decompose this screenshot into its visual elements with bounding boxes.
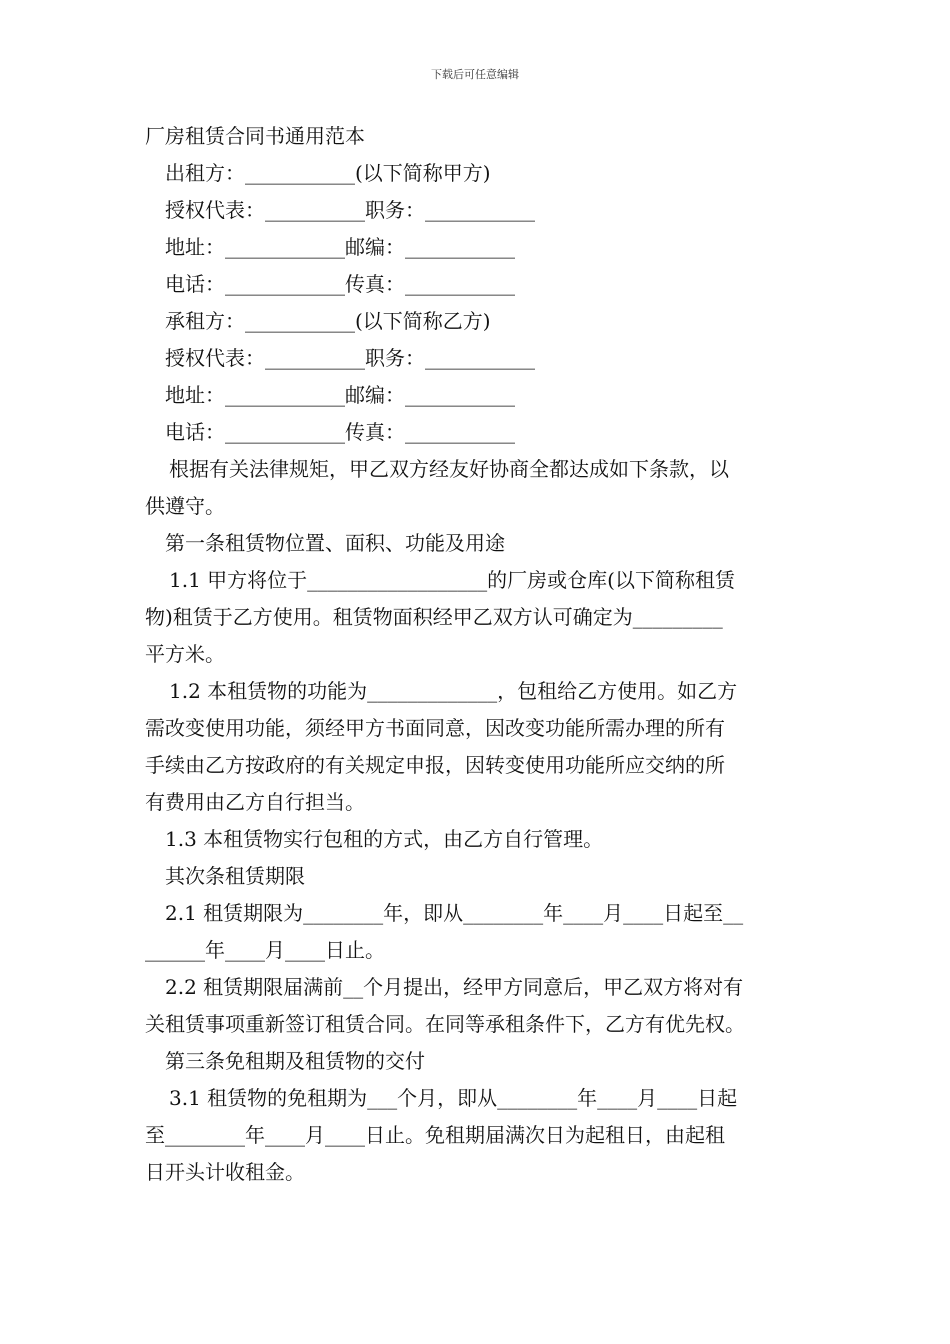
clause-3-1-line-1: 3.1 租赁物的免租期为___个月，即从________年____月____日起 (169, 1086, 738, 1110)
clause-1-2-line-4: 有费用由乙方自行担当。 (145, 790, 365, 814)
clause-3-1-line-3: 日开头计收租金。 (145, 1160, 305, 1184)
clause-1-1-line-1: 1.1 甲方将位于__________________的厂房或仓库(以下简称租赁 (169, 568, 735, 592)
lessee-name-line: 承租方：___________(以下简称乙方) (165, 309, 491, 333)
clause-2-1-line-2: ______年____月____日止。 (145, 938, 385, 962)
clause-3-1-line-2: 至________年____月____日止。免租期届满次日为起租日，由起租 (145, 1123, 725, 1147)
clause-1-1-line-2: 物)租赁于乙方使用。租赁物面积经甲乙双方认可确定为_________ (145, 605, 723, 629)
intro-line-2: 供遵守。 (145, 494, 225, 518)
clause-1-2-line-1: 1.2 本租赁物的功能为_____________，包租给乙方使用。如乙方 (169, 679, 738, 703)
clause-1-2-line-2: 需改变使用功能，须经甲方书面同意，因改变功能所需办理的所有 (145, 716, 725, 740)
clause-2-2-line-2: 关租赁事项重新签订租赁合同。在同等承租条件下，乙方有优先权。 (145, 1012, 745, 1036)
lessor-representative-line: 授权代表：__________职务：___________ (165, 198, 535, 222)
article-2-title: 其次条租赁期限 (165, 864, 305, 888)
lessee-representative-line: 授权代表：__________职务：___________ (165, 346, 535, 370)
doc-title: 厂房租赁合同书通用范本 (145, 124, 365, 148)
contract-body (145, 118, 807, 1191)
lessor-name-line: 出租方：___________(以下简称甲方) (165, 161, 491, 185)
clause-1-3: 1.3 本租赁物实行包租的方式，由乙方自行管理。 (165, 827, 604, 851)
clause-2-1-line-1: 2.1 租赁期限为________年，即从________年____月____日起至__ (165, 901, 744, 925)
clause-1-2-line-3: 手续由乙方按政府的有关规定申报，因转变使用功能所应交纳的所 (145, 753, 725, 777)
clause-1-1-line-3: 平方米。 (145, 642, 225, 666)
article-3-title: 第三条免租期及租赁物的交付 (165, 1049, 425, 1073)
lessee-phone-line: 电话：____________传真：___________ (165, 420, 515, 444)
lessor-phone-line: 电话：____________传真：___________ (165, 272, 515, 296)
lessee-address-line: 地址：____________邮编：___________ (165, 383, 515, 407)
page-header-note: 下载后可任意编辑 (431, 68, 519, 81)
intro-line-1: 根据有关法律规矩，甲乙双方经友好协商全都达成如下条款，以 (169, 457, 729, 481)
lessor-address-line: 地址：____________邮编：___________ (165, 235, 515, 259)
article-1-title: 第一条租赁物位置、面积、功能及用途 (165, 531, 505, 555)
clause-2-2-line-1: 2.2 租赁期限届满前__个月提出，经甲方同意后，甲乙双方将对有 (165, 975, 744, 999)
